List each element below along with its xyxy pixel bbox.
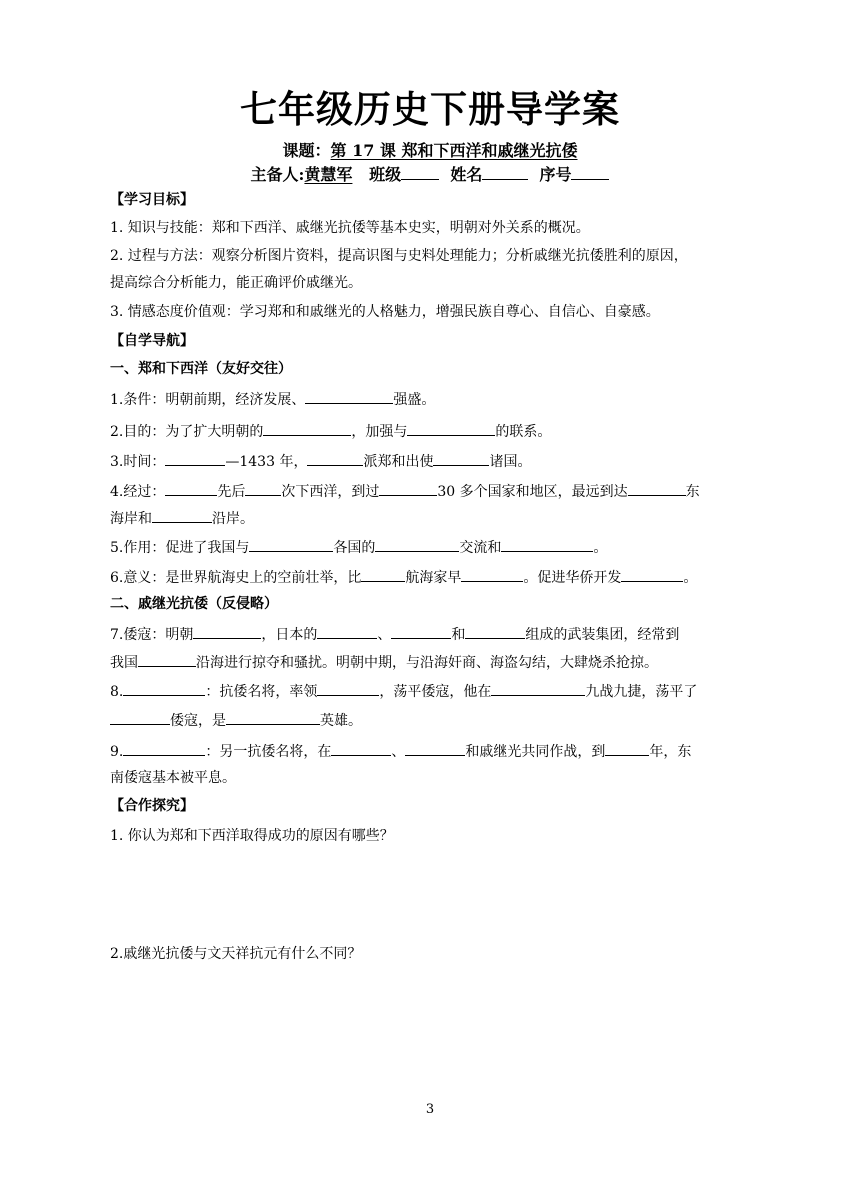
selfstudy-header: 【自学导航】 — [110, 333, 194, 349]
answer-blank[interactable] — [123, 741, 205, 756]
answer-blank[interactable] — [245, 481, 281, 496]
class-blank[interactable] — [401, 165, 439, 180]
question-3: 3.时间： —1433 年， 派郑和出使 诸国。 — [110, 451, 755, 472]
author-name: 黄慧军 — [304, 165, 353, 184]
question-4-cont: 海岸和 沿岸。 — [110, 508, 755, 529]
question-8: 8. ：抗倭名将，率领 ，荡平倭寇，他在 九战九捷，荡平了 — [110, 681, 755, 702]
answer-blank[interactable] — [226, 710, 320, 725]
answer-blank[interactable] — [465, 624, 525, 639]
question-7: 7.倭寇：明朝 ，日本的 、 和 组成的武装集团，经常到 — [110, 624, 755, 645]
author-line — [0, 164, 860, 186]
author-label: 主备人: — [250, 165, 305, 184]
answer-blank[interactable] — [193, 624, 261, 639]
answer-blank[interactable] — [110, 710, 170, 725]
question-9: 9. ：另一抗倭名将，在 、 和戚继光共同作战，到 年，东 — [110, 741, 755, 762]
question-4: 4.经过： 先后 次下西洋，到过 30 多个国家和地区，最远到达 东 — [110, 481, 755, 502]
page-title: 七年级历史下册导学案 — [240, 87, 620, 131]
answer-blank[interactable] — [165, 451, 225, 466]
class-label: 班级 — [369, 165, 402, 184]
name-label: 姓名 — [450, 165, 483, 184]
answer-blank[interactable] — [605, 741, 649, 756]
question-1: 1.条件：明朝前期，经济发展、 强盛。 — [110, 389, 755, 410]
goal-item: 3. 情感态度价值观：学习郑和和戚继光的人格魅力，增强民族自尊心、自信心、自豪感。 — [110, 304, 660, 320]
answer-blank[interactable] — [461, 567, 523, 582]
answer-blank[interactable] — [407, 421, 495, 436]
page-number: 3 — [425, 1102, 435, 1117]
question-8-cont: 倭寇，是 英雄。 — [110, 710, 755, 731]
name-blank[interactable] — [482, 165, 528, 180]
inquiry-question-1: 1. 你认为郑和下西洋取得成功的原因有哪些？ — [110, 828, 394, 844]
seq-label: 序号 — [539, 165, 572, 184]
lesson-label: 课题： — [282, 141, 331, 160]
question-7-cont: 我国 沿海进行掠夺和骚扰。明朝中期，与沿海奸商、海盗勾结，大肆烧杀抢掠。 — [110, 652, 755, 673]
part1-title: 一、郑和下西洋（友好交往） — [110, 361, 292, 377]
answer-blank[interactable] — [165, 481, 217, 496]
lesson-title: 第 17 课 郑和下西洋和戚继光抗倭 — [330, 141, 578, 160]
lesson-line — [0, 140, 860, 162]
answer-blank[interactable] — [433, 451, 489, 466]
inquiry-question-2: 2.戚继光抗倭与文天祥抗元有什么不同？ — [110, 946, 362, 962]
part2-title: 二、戚继光抗倭（反侵略） — [110, 596, 278, 612]
answer-blank[interactable] — [307, 451, 363, 466]
goal-item: 提高综合分析能力，能正确评价戚继光。 — [110, 275, 362, 291]
answer-blank[interactable] — [249, 537, 333, 552]
goal-item: 2. 过程与方法：观察分析图片资料，提高识图与史料处理能力；分析戚继光抗倭胜利的原因， — [110, 248, 688, 264]
answer-blank[interactable] — [123, 681, 205, 696]
answer-blank[interactable] — [152, 508, 212, 523]
answer-blank[interactable] — [138, 652, 196, 667]
answer-blank[interactable] — [305, 389, 393, 404]
answer-blank[interactable] — [391, 624, 451, 639]
answer-blank[interactable] — [405, 741, 465, 756]
question-9-cont: 南倭寇基本被平息。 — [110, 770, 236, 786]
answer-blank[interactable] — [361, 567, 405, 582]
question-5: 5.作用：促进了我国与 各国的 交流和 。 — [110, 537, 755, 558]
answer-blank[interactable] — [331, 741, 391, 756]
answer-blank[interactable] — [263, 421, 351, 436]
goal-item: 1. 知识与技能：郑和下西洋、戚继光抗倭等基本史实，明朝对外关系的概况。 — [110, 220, 590, 236]
question-2: 2.目的：为了扩大明朝的 ，加强与 的联系。 — [110, 421, 755, 442]
answer-blank[interactable] — [317, 624, 377, 639]
answer-blank[interactable] — [379, 481, 437, 496]
answer-blank[interactable] — [501, 537, 593, 552]
answer-blank[interactable] — [317, 681, 379, 696]
cooperate-header: 【合作探究】 — [110, 798, 194, 814]
goals-header: 【学习目标】 — [110, 192, 194, 208]
seq-blank[interactable] — [571, 165, 609, 180]
question-6: 6.意义：是世界航海史上的空前壮举，比 航海家早 。促进华侨开发 。 — [110, 567, 755, 588]
answer-blank[interactable] — [628, 481, 686, 496]
answer-blank[interactable] — [621, 567, 683, 582]
answer-blank[interactable] — [491, 681, 585, 696]
answer-blank[interactable] — [375, 537, 459, 552]
